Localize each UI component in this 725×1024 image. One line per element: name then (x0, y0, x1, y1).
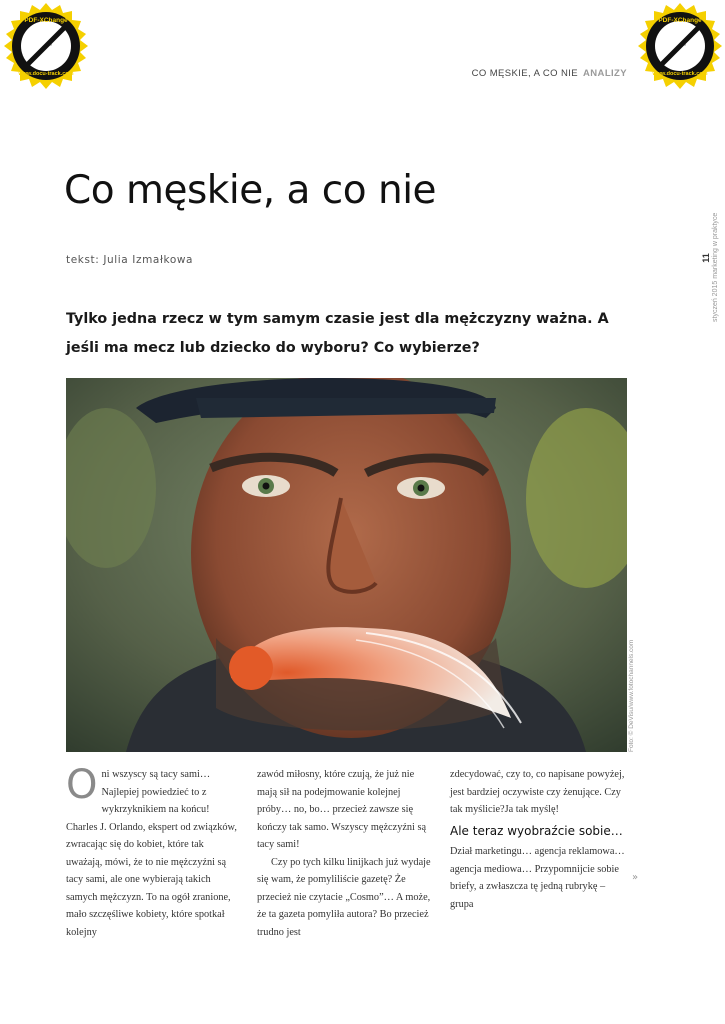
paragraph: Dział marketingu… agencja reklamowa… agencja mediowa… Przypomnijcie sobie briefy, a zwłaszcza tę jedną rubrykę – grupa (450, 846, 625, 910)
article-photo (66, 378, 627, 752)
drop-cap: O (66, 762, 98, 808)
continue-arrow-icon: » (632, 872, 639, 883)
pdf-xchange-badge-right[interactable] (636, 2, 724, 90)
portrait-image (66, 378, 627, 752)
paragraph: zawód miłosny, które czują, że już nie mają sił na podejmowanie kolejnej próby… no, bo… przecież zawsze się kończy tak samo. Wszyscy mężczyźni są tacy sami! (257, 769, 427, 850)
svg-text:www.docu-track.com: www.docu-track.com (18, 71, 74, 77)
column-3 (450, 766, 626, 913)
byline: tekst: Julia Izmałkowa (66, 254, 194, 266)
buy-now-seal-icon (636, 2, 724, 90)
paragraph: ni wszyscy są tacy sami… Najlepiej powiedzieć to z wykrzyknikiem na końcu! Charles J. Orlando, ekspert od związków, zwracając się do kobiet, które tak uważają, mówi, że to nie mężczyźni są tacy sami, ale one wybierają takich samych mężczyzn. To na ogół zranione, mało szczęśliwe kobiety, które spotkał kolejny (66, 769, 237, 938)
svg-text:www.docu-track.com: www.docu-track.com (652, 71, 708, 77)
article-title: Co męskie, a co nie (64, 168, 437, 213)
page-number: 11 (700, 253, 711, 263)
svg-text:Click to buy NOW!: Click to buy NOW! (27, 27, 67, 67)
issue-info: styczeń 2015 marketing w praktyce (712, 212, 719, 322)
pdf-xchange-badge-left[interactable] (2, 2, 90, 90)
buy-now-seal-icon (2, 2, 90, 90)
side-margin (700, 182, 719, 322)
running-head-title: CO MĘSKIE, A CO NIE (471, 68, 578, 79)
paragraph: zdecydować, czy to, co napisane powyżej, jest bardziej oczywiste czy żenujące. Czy tak myślicie?Ja tak myślę! (450, 769, 625, 815)
lead-paragraph: Tylko jedna rzecz w tym samym czasie jest dla mężczyzny ważna. A jeśli ma mecz lub dziecko do wyboru? Co wybierze? (66, 311, 609, 356)
svg-text:Click to buy NOW!: Click to buy NOW! (661, 27, 701, 67)
photo-credit: Foto: © DeVisu/www.fotochannels.com (628, 639, 635, 752)
column-2 (257, 766, 433, 941)
running-head-section: ANALIZY (583, 68, 627, 79)
subheading: Ale teraz wyobraźcie sobie… (450, 823, 623, 838)
column-1 (66, 762, 242, 941)
svg-text:PDF-XChange: PDF-XChange (658, 17, 702, 24)
svg-text:PDF-XChange: PDF-XChange (24, 17, 68, 24)
running-head (472, 68, 627, 79)
paragraph: Czy po tych kilku linijkach już wydaje się wam, że pomyliliście gazetę? Że przecież nie czytacie „Cosmo”… A może, że ta gazeta pomyliła autora? Bo przecież trudno jest (257, 856, 431, 938)
